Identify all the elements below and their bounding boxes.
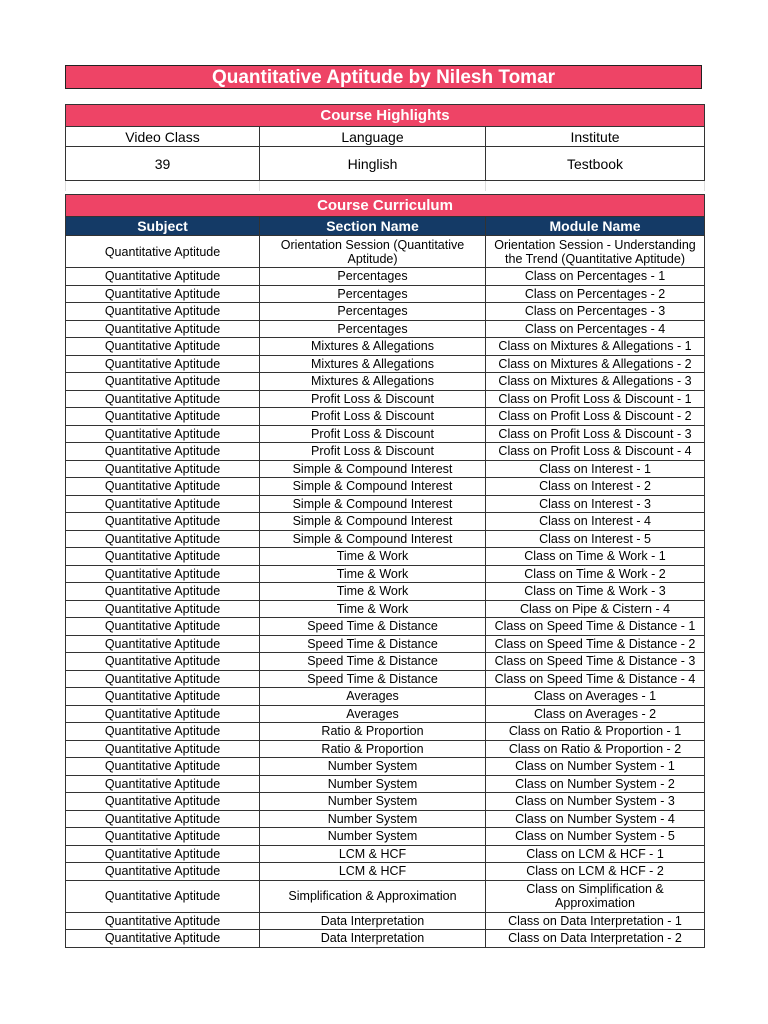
table-row [66,460,705,478]
subject-cell: Quantitative Aptitude [66,618,260,636]
section-name-cell: Mixtures & Allegations [260,338,486,356]
subject-cell: Quantitative Aptitude [66,583,260,601]
table-row [66,373,705,391]
subject-cell: Quantitative Aptitude [66,425,260,443]
table-row [66,548,705,566]
section-name-cell: Number System [260,793,486,811]
module-name-cell: Class on Profit Loss & Discount - 2 [486,408,705,426]
module-name-cell: Class on Percentages - 2 [486,285,705,303]
module-name-cell: Class on Profit Loss & Discount - 3 [486,425,705,443]
language-label: Language [260,127,486,147]
page-title: Quantitative Aptitude by Nilesh Tomar [65,65,702,89]
subject-cell: Quantitative Aptitude [66,845,260,863]
table-row [66,618,705,636]
subject-cell: Quantitative Aptitude [66,548,260,566]
subject-cell: Quantitative Aptitude [66,268,260,286]
section-name-cell: Number System [260,758,486,776]
section-name-cell: Percentages [260,268,486,286]
subject-cell: Quantitative Aptitude [66,303,260,321]
section-name-cell: Averages [260,705,486,723]
table-row [66,565,705,583]
subject-cell: Quantitative Aptitude [66,513,260,531]
course-curriculum-table [65,194,705,948]
section-name-cell: Speed Time & Distance [260,635,486,653]
module-name-cell: Class on Speed Time & Distance - 1 [486,618,705,636]
table-row [66,828,705,846]
section-name-cell: Profit Loss & Discount [260,443,486,461]
section-name-cell: Simple & Compound Interest [260,478,486,496]
table-row [66,810,705,828]
table-row [66,408,705,426]
section-name-cell: Speed Time & Distance [260,653,486,671]
section-name-cell: Percentages [260,320,486,338]
module-name-cell: Class on Speed Time & Distance - 2 [486,635,705,653]
subject-cell: Quantitative Aptitude [66,688,260,706]
section-name-cell: Profit Loss & Discount [260,408,486,426]
table-row [66,530,705,548]
subject-cell: Quantitative Aptitude [66,338,260,356]
module-name-column-header: Module Name [486,217,705,236]
table-row [66,443,705,461]
table-row [66,723,705,741]
section-name-cell: Speed Time & Distance [260,670,486,688]
section-name-cell: Time & Work [260,600,486,618]
table-row [66,600,705,618]
subject-cell: Quantitative Aptitude [66,478,260,496]
subject-cell: Quantitative Aptitude [66,740,260,758]
table-row [66,268,705,286]
module-name-cell: Class on Time & Work - 2 [486,565,705,583]
module-name-cell: Class on Interest - 5 [486,530,705,548]
module-name-cell: Class on Percentages - 4 [486,320,705,338]
section-name-cell: Mixtures & Allegations [260,373,486,391]
section-name-cell: Mixtures & Allegations [260,355,486,373]
table-row [66,236,705,268]
section-name-cell: Number System [260,810,486,828]
table-row [66,425,705,443]
module-name-cell: Class on Number System - 1 [486,758,705,776]
subject-cell: Quantitative Aptitude [66,880,260,912]
subject-cell: Quantitative Aptitude [66,236,260,268]
section-name-cell: Percentages [260,303,486,321]
module-name-cell: Class on Number System - 4 [486,810,705,828]
table-row [66,688,705,706]
subject-cell: Quantitative Aptitude [66,495,260,513]
section-name-cell: Time & Work [260,548,486,566]
table-row [66,930,705,948]
table-row [66,670,705,688]
module-name-cell: Class on Data Interpretation - 1 [486,912,705,930]
subject-cell: Quantitative Aptitude [66,828,260,846]
module-name-cell: Class on Mixtures & Allegations - 1 [486,338,705,356]
subject-cell: Quantitative Aptitude [66,443,260,461]
section-name-cell: Simplification & Approximation [260,880,486,912]
subject-cell: Quantitative Aptitude [66,793,260,811]
subject-cell: Quantitative Aptitude [66,285,260,303]
subject-cell: Quantitative Aptitude [66,912,260,930]
section-name-cell: Data Interpretation [260,912,486,930]
subject-cell: Quantitative Aptitude [66,810,260,828]
institute-value: Testbook [486,147,705,181]
curriculum-rows [66,236,705,948]
subject-cell: Quantitative Aptitude [66,355,260,373]
section-name-cell: Simple & Compound Interest [260,513,486,531]
subject-column-header: Subject [66,217,260,236]
module-name-cell: Class on Profit Loss & Discount - 1 [486,390,705,408]
subject-cell: Quantitative Aptitude [66,653,260,671]
module-name-cell: Class on Speed Time & Distance - 4 [486,670,705,688]
section-name-cell: Simple & Compound Interest [260,460,486,478]
module-name-cell: Class on Pipe & Cistern - 4 [486,600,705,618]
table-row [66,653,705,671]
section-name-cell: Orientation Session (Quantitative Aptitude) [260,236,486,268]
subject-cell: Quantitative Aptitude [66,373,260,391]
module-name-cell: Class on Time & Work - 1 [486,548,705,566]
subject-cell: Quantitative Aptitude [66,635,260,653]
section-name-cell: Ratio & Proportion [260,723,486,741]
section-name-cell: Simple & Compound Interest [260,495,486,513]
module-name-cell: Class on Ratio & Proportion - 2 [486,740,705,758]
module-name-cell: Class on Interest - 1 [486,460,705,478]
course-curriculum-heading: Course Curriculum [66,195,705,217]
module-name-cell: Orientation Session - Understanding the Trend (Quantitative Aptitude) [486,236,705,268]
module-name-cell: Class on Time & Work - 3 [486,583,705,601]
table-row [66,912,705,930]
subject-cell: Quantitative Aptitude [66,530,260,548]
module-name-cell: Class on LCM & HCF - 1 [486,845,705,863]
table-row [66,513,705,531]
module-name-cell: Class on Profit Loss & Discount - 4 [486,443,705,461]
subject-cell: Quantitative Aptitude [66,408,260,426]
section-name-column-header: Section Name [260,217,486,236]
subject-cell: Quantitative Aptitude [66,390,260,408]
table-row [66,355,705,373]
subject-cell: Quantitative Aptitude [66,460,260,478]
section-name-cell: LCM & HCF [260,845,486,863]
course-highlights-heading: Course Highlights [66,105,705,127]
section-name-cell: Averages [260,688,486,706]
table-row [66,303,705,321]
module-name-cell: Class on Interest - 4 [486,513,705,531]
section-name-cell: Time & Work [260,565,486,583]
table-row [66,863,705,881]
table-row [66,705,705,723]
subject-cell: Quantitative Aptitude [66,930,260,948]
subject-cell: Quantitative Aptitude [66,600,260,618]
subject-cell: Quantitative Aptitude [66,775,260,793]
module-name-cell: Class on Averages - 1 [486,688,705,706]
table-row [66,320,705,338]
video-class-value: 39 [66,147,260,181]
section-name-cell: Data Interpretation [260,930,486,948]
table-row [66,478,705,496]
module-name-cell: Class on Mixtures & Allegations - 2 [486,355,705,373]
table-row [66,740,705,758]
table-row [66,845,705,863]
language-value: Hinglish [260,147,486,181]
table-row [66,758,705,776]
module-name-cell: Class on Number System - 5 [486,828,705,846]
module-name-cell: Class on Data Interpretation - 2 [486,930,705,948]
module-name-cell: Class on Number System - 3 [486,793,705,811]
section-name-cell: LCM & HCF [260,863,486,881]
video-class-label: Video Class [66,127,260,147]
section-name-cell: Simple & Compound Interest [260,530,486,548]
section-name-cell: Time & Work [260,583,486,601]
table-row [66,880,705,912]
table-row [66,793,705,811]
table-row [66,775,705,793]
module-name-cell: Class on Percentages - 3 [486,303,705,321]
table-row [66,583,705,601]
subject-cell: Quantitative Aptitude [66,320,260,338]
subject-cell: Quantitative Aptitude [66,705,260,723]
section-name-cell: Speed Time & Distance [260,618,486,636]
section-name-cell: Number System [260,775,486,793]
module-name-cell: Class on Interest - 3 [486,495,705,513]
course-highlights-table [65,104,705,191]
module-name-cell: Class on Simplification & Approximation [486,880,705,912]
section-name-cell: Percentages [260,285,486,303]
module-name-cell: Class on Speed Time & Distance - 3 [486,653,705,671]
module-name-cell: Class on Mixtures & Allegations - 3 [486,373,705,391]
subject-cell: Quantitative Aptitude [66,758,260,776]
subject-cell: Quantitative Aptitude [66,863,260,881]
institute-label: Institute [486,127,705,147]
section-name-cell: Profit Loss & Discount [260,425,486,443]
module-name-cell: Class on LCM & HCF - 2 [486,863,705,881]
table-row [66,495,705,513]
module-name-cell: Class on Averages - 2 [486,705,705,723]
module-name-cell: Class on Percentages - 1 [486,268,705,286]
section-name-cell: Profit Loss & Discount [260,390,486,408]
subject-cell: Quantitative Aptitude [66,565,260,583]
table-row [66,285,705,303]
table-row [66,635,705,653]
section-name-cell: Number System [260,828,486,846]
table-row [66,338,705,356]
table-row [66,390,705,408]
subject-cell: Quantitative Aptitude [66,723,260,741]
module-name-cell: Class on Ratio & Proportion - 1 [486,723,705,741]
module-name-cell: Class on Number System - 2 [486,775,705,793]
module-name-cell: Class on Interest - 2 [486,478,705,496]
section-name-cell: Ratio & Proportion [260,740,486,758]
subject-cell: Quantitative Aptitude [66,670,260,688]
